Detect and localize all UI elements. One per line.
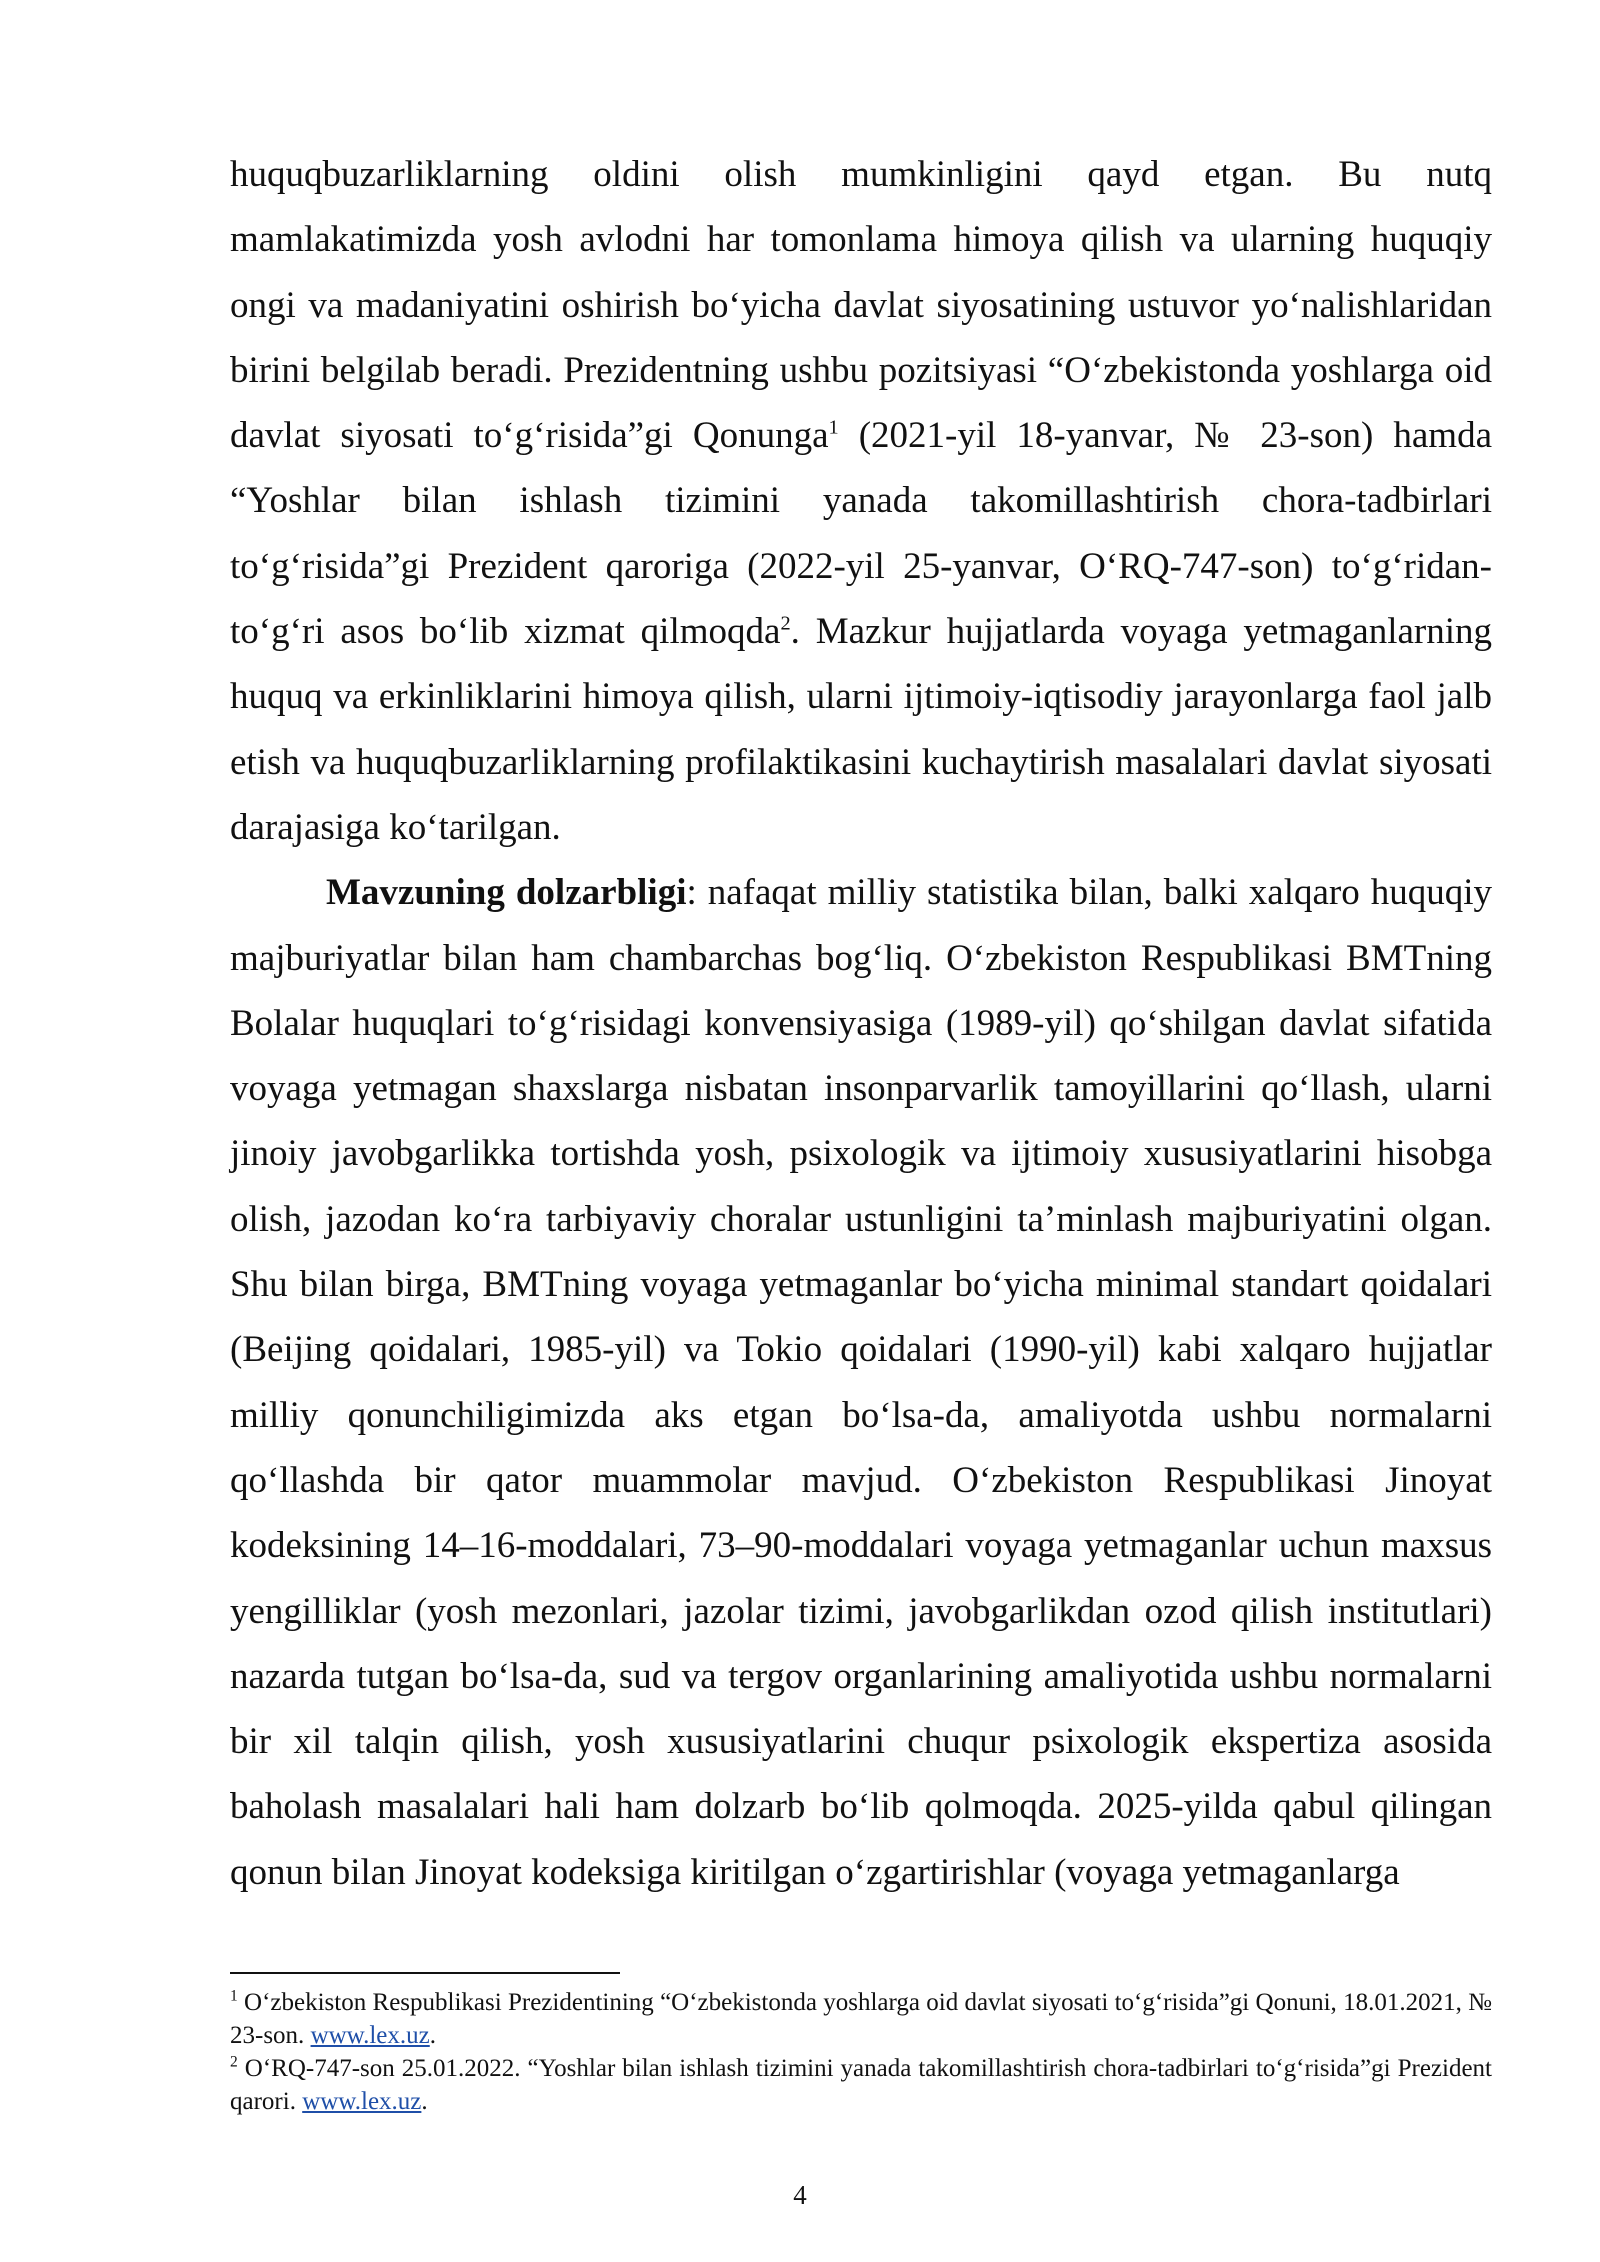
footnote-ref-1[interactable]: 1 xyxy=(828,416,839,439)
footnotes xyxy=(230,1986,1492,2118)
paragraph-1: huquqbuzarliklarning oldini olish mumkinligini qayd etgan. Bu nutq mamlakatimizda yosh avlodni har tomonlama himoya qilish va ularning huquqiy ongi va madaniyatini oshirish bo‘yicha davlat siyosatining ustuvor yo‘nalishlaridan birini belgilab beradi. Prezidentning ushbu pozitsiyasi “O‘zbekistonda yoshlarga oid davlat siyosati to‘g‘risida”gi Qonunga$^1$ (2021-yil 18-yanvar, № 23-son) hamda “Yoshlar bilan ishlash tizimini yanada takomillashtirish chora-tadbirlari to‘g‘risida”gi Prezident qaroriga (2022-yil 25-yanvar, O‘RQ-747-son) to‘g‘ridan-to‘g‘ri asos bo‘lib xizmat qilmoqda$^2$. Mazkur hujjatlarda voyaga yetmaganlarning huquq va erkinliklarini himoya qilish, ularni ijtimoiy-iqtisodiy jarayonlarga faol jalb etish va huquqbuzarliklarning profilaktikasini kuchaytirish masalalari davlat siyosati darajasiga ko‘tarilgan. xyxy=(230,154,1492,848)
footnote-1-link[interactable]: www.lex.uz xyxy=(310,2022,430,2049)
footnote-1-number: 1 xyxy=(230,1987,238,2005)
footnote-1: $^1$ O‘zbekiston Respublikasi Prezidentining “O‘zbekistonda yoshlarga oid davlat siyosati to‘g‘risida”gi Qonuni, 18.01.2021, № 23-son. www.lex.uz. xyxy=(230,1987,1492,2049)
body-text xyxy=(230,142,1492,1905)
footnote-2-number: 2 xyxy=(230,2053,238,2071)
footnote-2-link[interactable]: www.lex.uz xyxy=(302,2088,422,2115)
page-number: 4 xyxy=(793,2180,807,2210)
footnote-2: $^2$ O‘RQ-747-son 25.01.2022. “Yoshlar bilan ishlash tizimini yanada takomillashtirish chora-tadbirlari to‘g‘risida”gi Prezident qarori. www.lex.uz. xyxy=(230,2053,1492,2115)
footnote-ref-2[interactable]: 2 xyxy=(780,612,791,635)
footnote-separator xyxy=(230,1972,620,1974)
paragraph-2: Mavzuning dolzarbligi: nafaqat milliy statistika bilan, balki xalqaro huquqiy majburiyatlar bilan ham chambarchas bog‘liq. O‘zbekiston Respublikasi BMTning Bolalar huquqlari to‘g‘risidagi konvensiyasiga (1989-yil) qo‘shilgan davlat sifatida voyaga yetmagan shaxslarga nisbatan insonparvarlik tamoyillarini qo‘llash, ularni jinoiy javobgarlikka tortishda yosh, psixologik va ijtimoiy xususiyatlarini hisobga olish, jazodan ko‘ra tarbiyaviy choralar ustunligini ta’minlash majburiyatini olgan. Shu bilan birga, BMTning voyaga yetmaganlar bo‘yicha minimal standart qoidalari (Beijing qoidalari, 1985-yil) va Tokio qoidalari (1990-yil) kabi xalqaro hujjatlar milliy qonunchiligimizda aks etgan bo‘lsa-da, amaliyotda ushbu normalarni qo‘llashda bir qator muammolar mavjud. O‘zbekiston Respublikasi Jinoyat kodeksining 14–16-moddalari, 73–90-moddalari voyaga yetmaganlar uchun maxsus yengilliklar (yosh mezonlari, jazolar tizimi, javobgarlikdan ozod qilish institutlari) nazarda tutgan bo‘lsa-da, sud va tergov organlarining amaliyotida ushbu normalarni bir xil talqin qilish, yosh xususiyatlarini chuqur psixologik ekspertiza asosida baholash masalalari hali ham dolzarb bo‘lib qolmoqda. 2025-yilda qabul qilingan qonun bilan Jinoyat kodeksiga kiritilgan o‘zgartirishlar (voyaga yetmaganlarga xyxy=(230,872,1492,1893)
section-lead: Mavzuning dolzarbligi xyxy=(326,872,687,914)
